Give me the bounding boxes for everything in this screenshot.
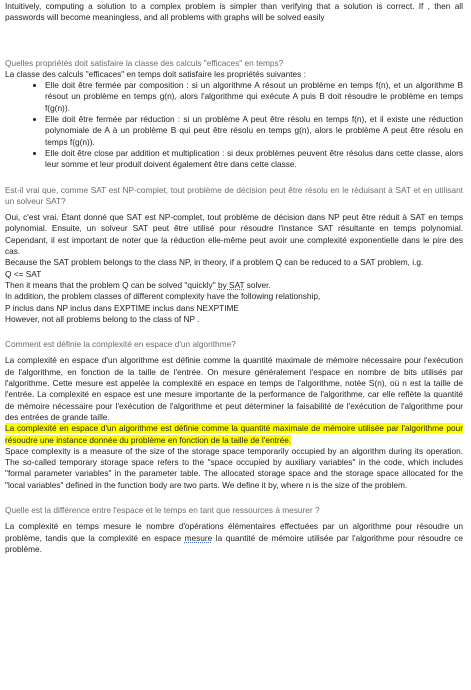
answer-paragraph: Oui, c'est vrai. Étant donné que SAT est NP-complet, tout problème de décision dans NP peut être réduit à SAT en temps polynomial. Ensuite, un solveur SAT peut être utilisé pour résoudre l'instance SAT résultante en temps polynomial. Cependant, il est important de noter que la réduction elle-même peut avoir une complexité exponentielle dans le pire des cas.: [5, 212, 463, 257]
list-item: • Elle doit être close par addition et multiplication : si deux problèmes peuvent être résolus dans cette classe, alors leur somme et leur produit doivent également être dans cette classe.: [45, 148, 463, 171]
question-heading: Quelles propriétés doit satisfaire la classe des calculs "efficaces" en temps?: [5, 57, 284, 68]
english-line: In addition, the problem classes of different complexity have the following relationship,: [5, 291, 321, 302]
section-sat-np-complete: [5, 185, 463, 326]
underlined-text: by SAT: [217, 279, 245, 290]
intro-paragraph: Intuitively, computing a solution to a complex problem is simpler than verifying that a solution is correct. If , then all passwords will become meaningless, and all problems with graphs will be solved easily: [5, 1, 463, 23]
english-line: [5, 280, 463, 291]
text-run: la quantité de mémoire utilisée par l'algorithme pour résoudre ce problème.: [5, 532, 463, 554]
question-heading: Quelle est la différence entre l'espace et le temps en tant que ressources à mesurer ?: [5, 504, 320, 515]
english-line: However, not all problems belong to the class of NP .: [5, 313, 200, 324]
underlined-text: mesure: [184, 532, 213, 543]
text-run: Then it means that the problem Q can be solved "quickly": [5, 279, 218, 290]
answer-paragraph: La complexité en espace d'un algorithme est définie comme la quantité maximale de mémoire nécessaire pour l'exécution de l'algorithme, en fonction de la taille de l'entrée. On mesure généralement l'espace en nombre de bits utilisés par l'algorithme. Cette mesure est appelée la complexité en espace en temps de l'algorithme, notée S(n), où n est la taille de l'entrée. La complexité en espace est une mesure importante de la performance de l'algorithme, car elle reflète la quantité de mémoire nécessaire pour l'exécution de l'algorithme et peut déterminer la faisabilité de l'exécution de l'algorithme pour des entrées de grande taille.: [5, 355, 463, 422]
question-heading: Comment est définie la complexité en espace d'un algorithme?: [5, 339, 236, 350]
english-line: P inclus dans NP inclus dans EXPTIME inclus dans NEXPTIME: [5, 302, 239, 313]
question-heading: Est-il vrai que, comme SAT est NP-complet, tout problème de décision peut être résolu en le réduisant à SAT et en utilisant un solveur SAT?: [5, 184, 463, 206]
section-space-complexity: [5, 339, 463, 491]
formula-line: Q <= SAT: [5, 268, 42, 279]
text-run: solver.: [244, 279, 271, 290]
text-run: La complexité en temps mesure le nombre d'opérations élémentaires effectuées par un algorithme pour résoudre un problème, tandis que la complexité en espace: [5, 521, 463, 543]
highlighted-text: La complexité en espace d'un algorithme est définie comme la quantité maximale de mémoire utilisée par l'algorithme pour résoudre une instance donnée du problème en fonction de la taille de l'entrée.: [5, 423, 463, 445]
answer-lead: La classe des calculs "efficaces" en temps doit satisfaire les propriétés suivantes :: [5, 68, 306, 79]
section-space-vs-time: [5, 505, 463, 555]
list-item: • Elle doit être fermée par composition : si un algorithme A résout un problème en temps f(n), et un algorithme B résout un problème en temps g(n), alors l'algorithme qui exécute A puis B doit résoudre le problème en temps f(g(n)).: [45, 80, 463, 114]
section-time-efficient-class: [5, 58, 463, 171]
answer-paragraph: [5, 521, 463, 555]
list-item: • Elle doit être fermée par réduction : si un problème A peut être résolu en temps f(n), et il existe une réduction polynomiale de A à un problème B qui peut être résolu en temps g(n), alors le problème A peut être résolu en temps f(g(n)).: [45, 114, 463, 148]
document-body: [5, 0, 463, 555]
english-paragraph: Space complexity is a measure of the size of the storage space temporarily occupied by an algorithm during its operation. The so-called temporary storage space refers to the "space occupied by auxiliary variables" in the code, which includes "formal parameter variables" in the parameter table. The allocated storage space and the storage space allocated for the "local variables" defined in the function body are two parts. We define it by, where n is the size of the problem.: [5, 445, 463, 490]
properties-list: [5, 80, 463, 170]
english-line: Because the SAT problem belongs to the class NP, in theory, if a problem Q can be reduced to a SAT problem, i.g.: [5, 257, 424, 268]
highlighted-paragraph: [5, 423, 463, 446]
